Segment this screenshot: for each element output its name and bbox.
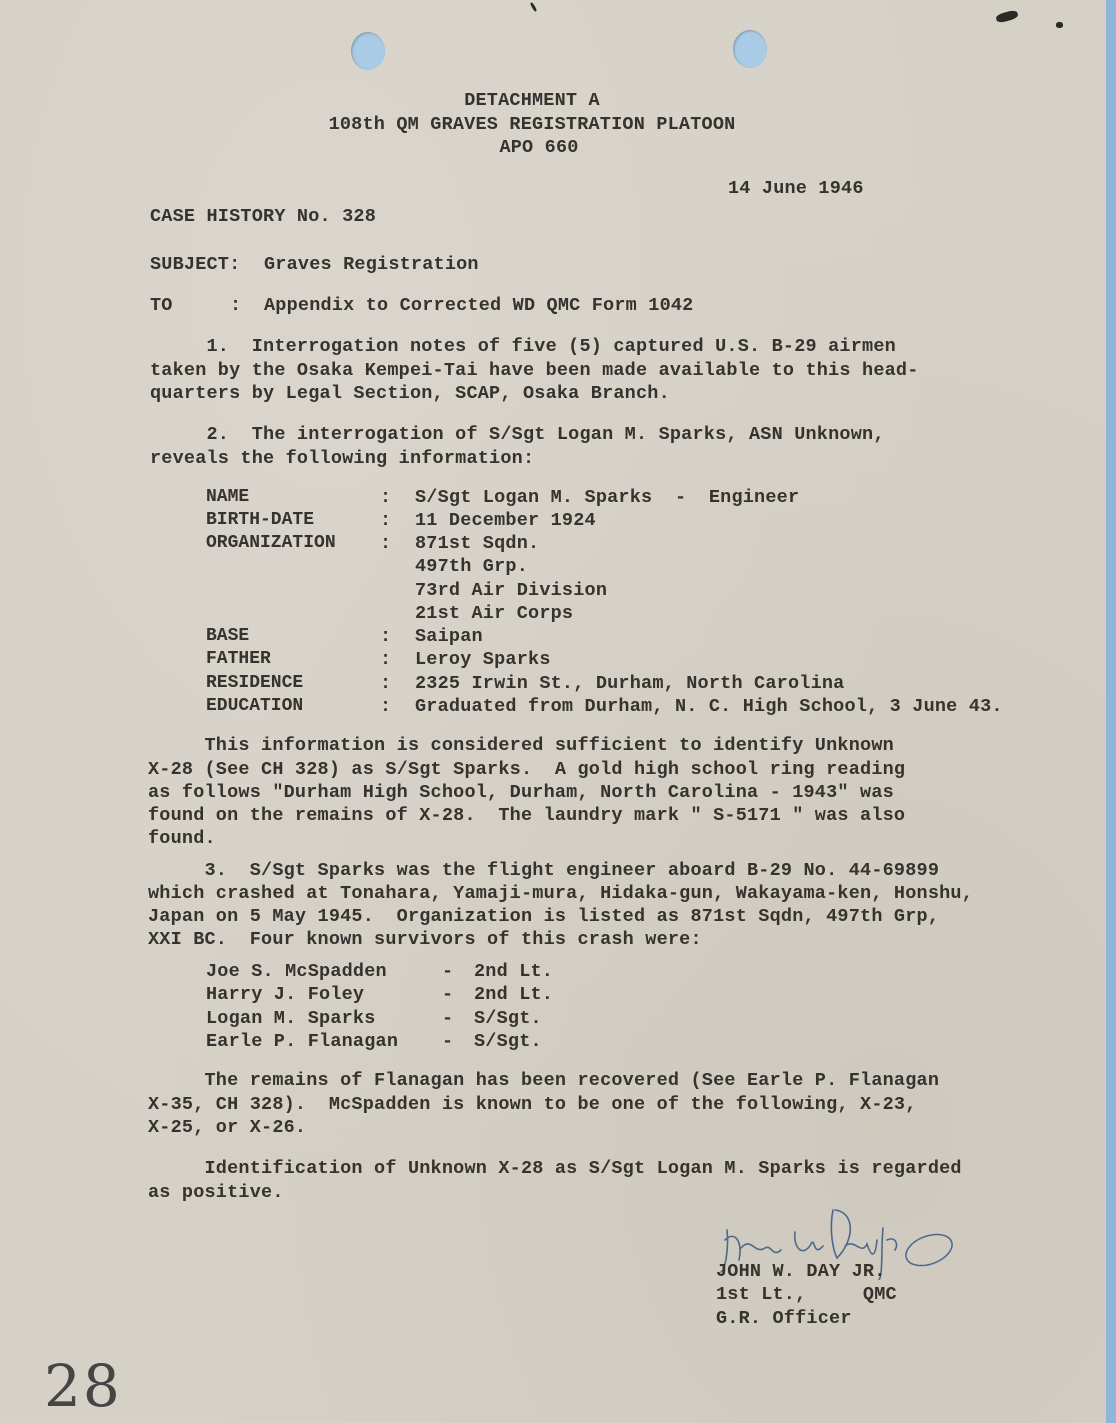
info-label-birth-date: BIRTH-DATE xyxy=(206,510,315,530)
survivor-dash: - xyxy=(442,1008,454,1029)
survivor-name: Earle P. Flanagan xyxy=(206,1031,399,1052)
to-label: TO xyxy=(150,295,173,316)
info-colon: : xyxy=(380,673,392,694)
para-remains-line: X-25, or X-26. xyxy=(148,1117,307,1138)
info-colon: : xyxy=(380,533,392,554)
signer-name: JOHN W. DAY JR. xyxy=(716,1261,886,1282)
para3-line: XXI BC. Four known survivors of this crash were: xyxy=(148,929,702,950)
info-label-name: NAME xyxy=(206,487,250,507)
para1-line: 1. Interrogation notes of five (5) captured U.S. B-29 airmen xyxy=(150,336,896,357)
para-identify-line: found on the remains of X-28. The laundry mark " S-5171 " was also xyxy=(148,805,906,826)
info-value-father: Leroy Sparks xyxy=(415,649,551,670)
survivor-name: Logan M. Sparks xyxy=(206,1008,376,1029)
to-value: Appendix to Corrected WD QMC Form 1042 xyxy=(264,295,694,316)
info-colon: : xyxy=(380,696,392,717)
para-identify-line: found. xyxy=(148,828,216,849)
survivor-dash: - xyxy=(442,961,454,982)
document-date: 14 June 1946 xyxy=(728,178,864,199)
para2-line: reveals the following information: xyxy=(150,448,535,469)
info-value-organization: 73rd Air Division xyxy=(415,580,608,601)
subject-label: SUBJECT: xyxy=(150,254,241,275)
page-number: 28 xyxy=(44,1352,122,1420)
info-value-name: S/Sgt Logan M. Sparks - Engineer xyxy=(415,487,800,508)
info-value-organization: 21st Air Corps xyxy=(415,603,574,624)
info-label-organization: ORGANIZATION xyxy=(206,533,336,553)
para-identify-line: as follows "Durham High School, Durham, North Carolina - 1943" was xyxy=(148,782,894,803)
paper-speck xyxy=(995,9,1019,23)
info-label-father: FATHER xyxy=(206,649,271,669)
para-identify-line: X-28 (See CH 328) as S/Sgt Sparks. A gold high school ring reading xyxy=(148,759,906,780)
info-value-organization: 497th Grp. xyxy=(415,556,529,577)
para1-line: quarters by Legal Section, SCAP, Osaka Branch. xyxy=(150,383,670,404)
para3-line: 3. S/Sgt Sparks was the flight engineer aboard B-29 No. 44-69899 xyxy=(148,860,940,881)
info-label-base: BASE xyxy=(206,626,250,646)
survivor-rank: 2nd Lt. xyxy=(474,984,554,1005)
para3-line: Japan on 5 May 1945. Organization is listed as 871st Sqdn, 497th Grp, xyxy=(148,906,940,927)
punch-hole-left xyxy=(351,32,385,70)
paper-speck xyxy=(1056,22,1063,28)
para-remains-line: The remains of Flanagan has been recovered (See Earle P. Flanagan xyxy=(148,1070,940,1091)
case-history-number: CASE HISTORY No. 328 xyxy=(150,206,377,227)
header-apo: APO 660 xyxy=(499,137,579,158)
para1-line: taken by the Osaka Kempei-Tai have been made available to this head- xyxy=(150,360,919,381)
info-value-education: Graduated from Durham, N. C. High School, 3 June 43. xyxy=(415,696,1003,717)
info-value-birth-date: 11 December 1924 xyxy=(415,510,596,531)
paper-speck xyxy=(530,2,538,12)
signer-title: G.R. Officer xyxy=(716,1308,852,1329)
survivor-rank: S/Sgt. xyxy=(474,1031,542,1052)
info-value-organization: 871st Sqdn. xyxy=(415,533,540,554)
para-remains-line: X-35, CH 328). McSpadden is known to be one of the following, X-23, xyxy=(148,1094,917,1115)
info-colon: : xyxy=(380,510,392,531)
para2-line: 2. The interrogation of S/Sgt Logan M. Sparks, ASN Unknown, xyxy=(150,424,885,445)
survivor-name: Harry J. Foley xyxy=(206,984,365,1005)
info-value-residence: 2325 Irwin St., Durham, North Carolina xyxy=(415,673,845,694)
para3-line: which crashed at Tonahara, Yamaji-mura, Hidaka-gun, Wakayama-ken, Honshu, xyxy=(148,883,974,904)
para-identify-line: This information is considered sufficient to identify Unknown xyxy=(148,735,894,756)
para-conclusion-line: Identification of Unknown X-28 as S/Sgt Logan M. Sparks is regarded xyxy=(148,1158,962,1179)
survivor-dash: - xyxy=(442,984,454,1005)
info-label-residence: RESIDENCE xyxy=(206,673,304,693)
survivor-rank: 2nd Lt. xyxy=(474,961,554,982)
header-platoon: 108th QM GRAVES REGISTRATION PLATOON xyxy=(328,114,736,135)
info-label-education: EDUCATION xyxy=(206,696,304,716)
punch-hole-right xyxy=(733,30,767,68)
signer-rank: 1st Lt., QMC xyxy=(716,1284,897,1305)
to-colon: : xyxy=(230,295,242,316)
subject-value: Graves Registration xyxy=(264,254,479,275)
info-colon: : xyxy=(380,626,392,647)
survivor-dash: - xyxy=(442,1031,454,1052)
survivor-name: Joe S. McSpadden xyxy=(206,961,387,982)
survivor-rank: S/Sgt. xyxy=(474,1008,542,1029)
info-value-base: Saipan xyxy=(415,626,483,647)
info-colon: : xyxy=(380,649,392,670)
info-colon: : xyxy=(380,487,392,508)
header-detachment: DETACHMENT A xyxy=(464,90,600,111)
para-conclusion-line: as positive. xyxy=(148,1182,284,1203)
